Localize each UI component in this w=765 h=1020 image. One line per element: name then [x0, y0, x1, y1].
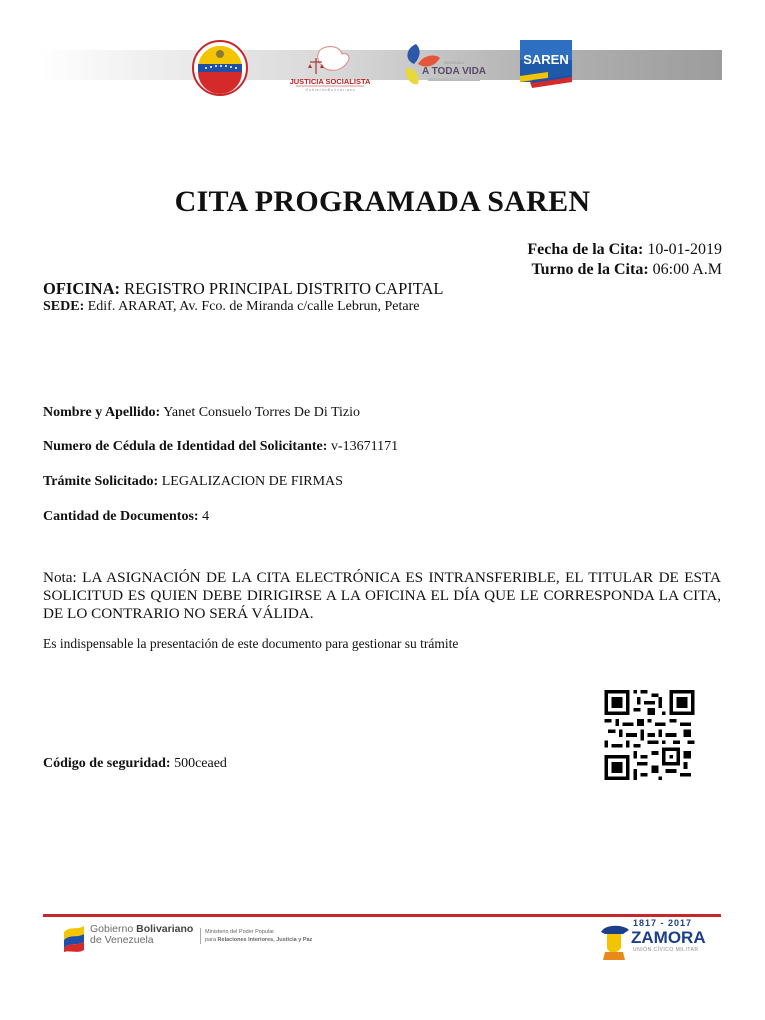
- field-label: Cantidad de Documentos:: [43, 509, 199, 524]
- bolivariano-word: Bolivariano: [136, 923, 194, 935]
- svg-text:SAREN: SAREN: [523, 52, 569, 67]
- nota-paragraph: [43, 569, 721, 623]
- field-cantidad: [43, 509, 209, 525]
- gobierno-text: [90, 924, 193, 946]
- svg-text:A TODA VIDA: A TODA VIDA: [421, 66, 487, 77]
- sede-value: Edif. ARARAT, Av. Fco. de Miranda c/calle Lebrun, Petare: [87, 299, 420, 314]
- ministerio-para: para: [205, 937, 218, 943]
- codigo-seguridad: [43, 756, 227, 772]
- indispensable-note: Es indispensable la presentación de este documento para gestionar su trámite: [43, 636, 459, 651]
- codigo-value: 500ceaed: [174, 756, 227, 771]
- dove-scales-icon: [290, 42, 370, 92]
- oficina-label: OFICINA:: [43, 279, 120, 298]
- gobierno-bolivariano-logo: [62, 922, 342, 958]
- saren-logo-icon: [520, 40, 572, 90]
- field-value: LEGALIZACION DE FIRMAS: [161, 474, 343, 489]
- svg-text:G o b i e r n o B o l i v a: G o b i e r n o B o l i v a r i a n o: [305, 88, 355, 92]
- ministerio-line2: Relaciones Interiores, Justicia y Paz: [217, 937, 313, 943]
- sede-label: SEDE:: [43, 299, 85, 314]
- fecha-cita: [527, 241, 722, 259]
- nota-text: LA ASIGNACIÓN DE LA CITA ELECTRÓNICA ES INTRANSFERIBLE, EL TITULAR DE ESTA SOLICITUD ES QUIEN DEBE DIRIGIRSE A LA OFICINA EL DÍA QUE LE CORRESPONDA LA CITA, DE LO CONTRARIO NO SERÁ VÁLIDA.: [43, 569, 721, 622]
- field-cedula: [43, 439, 398, 455]
- zamora-years: 1817 - 2017: [633, 918, 693, 928]
- fecha-value: 10-01-2019: [647, 241, 722, 258]
- oficina-value: REGISTRO PRINCIPAL DISTRITO CAPITAL: [124, 279, 444, 298]
- svg-text:VENEZUELA: VENEZUELA: [443, 61, 465, 65]
- field-nombre: [43, 405, 360, 421]
- zamora-subtitle: UNIÓN CÍVICO MILITAR: [633, 947, 699, 953]
- svg-text:JUSTICIA SOCIALISTA: JUSTICIA SOCIALISTA: [290, 77, 370, 86]
- zamora-logo: [597, 918, 707, 962]
- field-label: Trámite Solicitado:: [43, 474, 159, 489]
- ministerio-text: [200, 928, 312, 944]
- leaves-icon: [398, 40, 488, 90]
- gobierno-word: Gobierno: [90, 923, 137, 935]
- zamora-name: ZAMORA: [631, 928, 706, 947]
- turno-cita: [531, 261, 722, 279]
- codigo-label: Código de seguridad:: [43, 756, 171, 771]
- field-tramite: [43, 474, 343, 490]
- fecha-label: Fecha de la Cita:: [527, 241, 644, 258]
- ministerio-line1: Ministerio del Poder Popular: [205, 929, 275, 935]
- oficina: [43, 279, 444, 299]
- zamora-portrait-icon: [597, 922, 631, 960]
- venezuela-seal-icon: [190, 40, 250, 96]
- venezuela-flag-icon: [62, 924, 86, 952]
- turno-label: Turno de la Cita:: [531, 261, 649, 278]
- field-value: Yanet Consuelo Torres De Di Tizio: [163, 405, 361, 420]
- field-label: Nombre y Apellido:: [43, 405, 161, 420]
- field-value: v-13671171: [330, 439, 399, 454]
- field-label: Numero de Cédula de Identidad del Solicitante:: [43, 439, 328, 454]
- de-venezuela-text: de Venezuela: [90, 934, 154, 946]
- nota-prefix: Nota:: [43, 569, 77, 586]
- page-title: CITA PROGRAMADA SAREN: [174, 185, 591, 218]
- sede: [43, 299, 420, 315]
- qr-code-icon: [602, 690, 697, 780]
- footer-divider: [43, 914, 721, 917]
- turno-value: 06:00 A.M: [652, 261, 722, 278]
- header-banner: [40, 50, 722, 80]
- field-value: 4: [202, 509, 210, 524]
